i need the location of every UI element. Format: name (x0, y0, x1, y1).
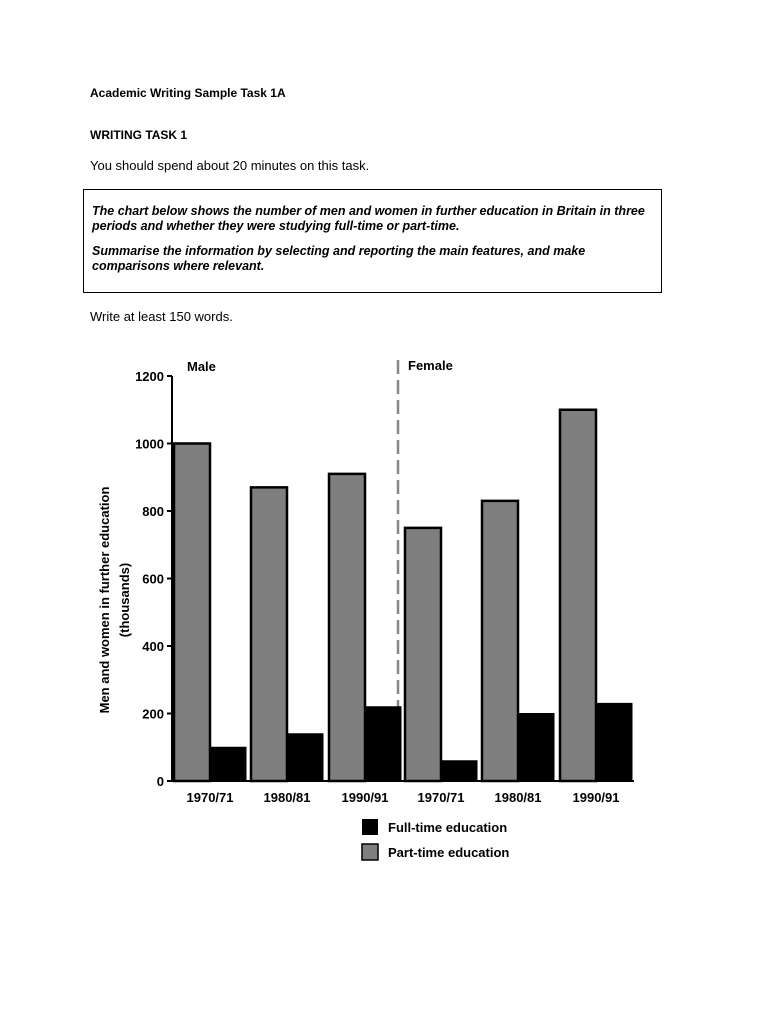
task-prompt-box (83, 189, 662, 293)
task-heading: WRITING TASK 1 (90, 128, 188, 142)
x-tick-label: 1970/71 (417, 790, 465, 805)
y-tick-label: 1000 (135, 436, 164, 452)
bar-full-time (287, 734, 323, 781)
bar-full-time (365, 707, 401, 781)
bar-full-time (441, 761, 477, 781)
bar-chart (0, 340, 768, 880)
word-instruction: Write at least 150 words. (90, 309, 233, 324)
y-tick-label: 0 (156, 774, 164, 789)
x-tick-label: 1980/81 (494, 790, 542, 805)
bar-part-time (482, 501, 518, 781)
y-tick-label: 400 (142, 639, 164, 654)
y-axis-label-line-1: Men and women in further education (97, 486, 112, 714)
y-tick-label: 800 (142, 504, 164, 519)
y-axis-label-line-2: (thousands) (117, 562, 132, 638)
bar-full-time (518, 714, 554, 782)
sample-title: Academic Writing Sample Task 1A (90, 86, 286, 100)
bar-part-time (560, 410, 596, 781)
x-tick-label: 1990/91 (572, 790, 620, 805)
y-tick-label: 200 (142, 706, 164, 722)
group-label-male: Male (187, 359, 216, 374)
x-tick-label: 1980/81 (263, 790, 311, 805)
prompt-paragraph-1: The chart below shows the number of men and women in further education in Britain in three periods and whether they were studying full-time or part-time. (92, 204, 645, 233)
legend-swatch-part-time (362, 844, 378, 860)
bar-part-time (329, 474, 365, 781)
bar-full-time (210, 747, 246, 781)
x-tick-label: 1970/71 (186, 790, 234, 805)
legend-label-part-time: Part-time education (388, 845, 510, 860)
bar-part-time (405, 528, 441, 781)
y-tick-label: 600 (142, 571, 164, 587)
legend-label-full-time: Full-time education (388, 820, 508, 835)
bar-full-time (596, 703, 632, 781)
bar-part-time (174, 444, 210, 782)
group-label-female: Female (408, 358, 453, 373)
prompt-paragraph-2: Summarise the information by selecting and reporting the main features, and make comparisons where relevant. (92, 244, 586, 273)
x-tick-label: 1990/91 (341, 790, 389, 805)
time-instruction: You should spend about 20 minutes on this task. (90, 158, 370, 173)
y-tick-label: 1200 (135, 369, 164, 384)
legend-swatch-full-time (362, 819, 378, 835)
bar-part-time (251, 487, 287, 781)
